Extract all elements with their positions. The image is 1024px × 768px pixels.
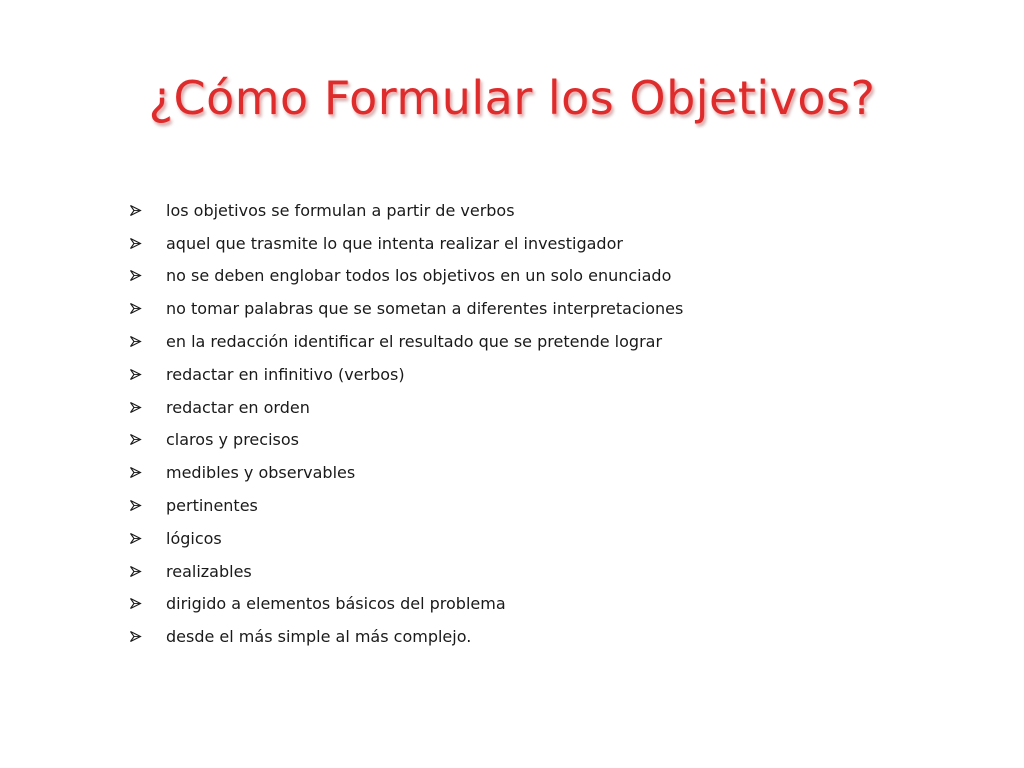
bullet-item xyxy=(129,522,889,555)
bullet-item xyxy=(129,292,889,325)
bullet-text: en la redacción identificar el resultado que se pretende lograr xyxy=(166,332,663,352)
bullet-text: aquel que trasmite lo que intenta realizar el investigador xyxy=(166,233,623,253)
bullet-text: lógicos xyxy=(166,528,222,548)
bullet-item xyxy=(129,555,889,588)
bullet-text: realizables xyxy=(166,561,252,581)
bullet-item xyxy=(129,227,889,260)
arrow-bullet-icon xyxy=(129,332,166,352)
bullet-item xyxy=(129,391,889,424)
bullet-text: claros y precisos xyxy=(166,430,299,450)
bullet-text: redactar en orden xyxy=(166,397,310,417)
arrow-bullet-icon xyxy=(129,561,166,581)
arrow-bullet-icon xyxy=(129,430,166,450)
bullet-text: los objetivos se formulan a partir de verbos xyxy=(166,200,515,220)
bullet-item xyxy=(129,620,889,653)
arrow-bullet-icon xyxy=(129,200,166,220)
bullet-item xyxy=(129,424,889,457)
arrow-bullet-icon xyxy=(129,299,166,319)
bullet-text: no se deben englobar todos los objetivos en un solo enunciado xyxy=(166,266,672,286)
arrow-bullet-icon xyxy=(129,627,166,647)
bullet-text: pertinentes xyxy=(166,496,258,516)
bullet-item xyxy=(129,358,889,391)
bullet-text: redactar en infinitivo (verbos) xyxy=(166,364,405,384)
bullet-list xyxy=(129,194,889,653)
bullet-item xyxy=(129,260,889,293)
slide-title: ¿Cómo Formular los Objetivos? xyxy=(148,71,876,125)
arrow-bullet-icon xyxy=(129,266,166,286)
arrow-bullet-icon xyxy=(129,528,166,548)
arrow-bullet-icon xyxy=(129,397,166,417)
bullet-item xyxy=(129,489,889,522)
arrow-bullet-icon xyxy=(129,496,166,516)
bullet-text: medibles y observables xyxy=(166,463,356,483)
bullet-item xyxy=(129,194,889,227)
bullet-text: dirigido a elementos básicos del problema xyxy=(166,594,506,614)
bullet-text: desde el más simple al más complejo. xyxy=(166,627,472,647)
bullet-item xyxy=(129,456,889,489)
arrow-bullet-icon xyxy=(129,594,166,614)
bullet-item xyxy=(129,588,889,621)
arrow-bullet-icon xyxy=(129,233,166,253)
bullet-text: no tomar palabras que se sometan a diferentes interpretaciones xyxy=(166,299,684,319)
arrow-bullet-icon xyxy=(129,364,166,384)
arrow-bullet-icon xyxy=(129,463,166,483)
bullet-item xyxy=(129,325,889,358)
